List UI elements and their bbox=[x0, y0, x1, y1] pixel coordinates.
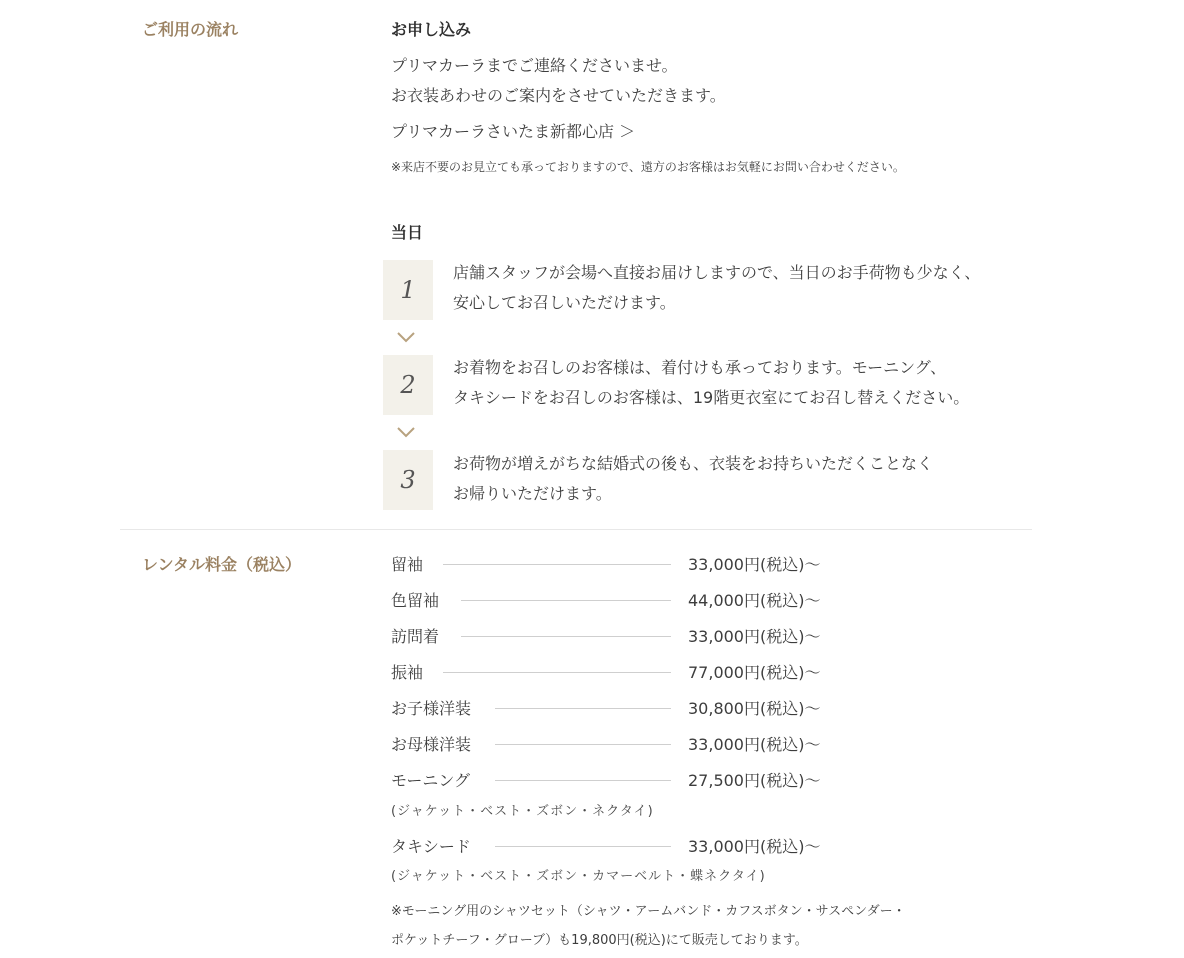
price-leader-line bbox=[495, 744, 671, 745]
step-number-3: 3 bbox=[383, 450, 433, 510]
price-row bbox=[391, 624, 831, 648]
price-item-name: 色留袖 bbox=[391, 591, 440, 610]
price-item-value: 33,000円(税込)～ bbox=[688, 555, 821, 574]
step-text-3-line1: お荷物が増えがちな結婚式の後も、衣装をお持ちいただくことなく bbox=[453, 454, 934, 473]
price-item-name: タキシード bbox=[391, 837, 471, 856]
price-item-value: 33,000円(税込)～ bbox=[688, 627, 821, 646]
step-number-2: 2 bbox=[383, 355, 433, 415]
step-text-2 bbox=[453, 353, 969, 413]
price-row bbox=[391, 552, 831, 576]
price-item-name: 留袖 bbox=[391, 555, 424, 574]
price-row bbox=[391, 834, 831, 858]
price-leader-line bbox=[495, 780, 671, 781]
price-item-value: 33,000円(税込)～ bbox=[688, 837, 821, 856]
chevron-down-icon bbox=[396, 426, 416, 438]
price-item-subnote: (ジャケット・ベスト・ズボン・ネクタイ) bbox=[391, 804, 654, 819]
price-row bbox=[391, 696, 831, 720]
price-item-name: 振袖 bbox=[391, 663, 424, 682]
step-text-1-line2: 安心してお召しいただけます。 bbox=[453, 293, 676, 312]
price-item-value: 30,800円(税込)～ bbox=[688, 699, 821, 718]
price-row bbox=[391, 660, 831, 684]
price-item-value: 33,000円(税込)～ bbox=[688, 735, 821, 754]
price-item-value: 44,000円(税込)～ bbox=[688, 591, 821, 610]
price-row bbox=[391, 732, 831, 756]
step-number-1: 1 bbox=[383, 260, 433, 320]
footnote-line2: ポケットチーフ・グローブ）も19,800円(税込)にて販売しております。 bbox=[391, 933, 808, 948]
price-leader-line bbox=[443, 564, 671, 565]
section-divider bbox=[120, 529, 1032, 530]
chevron-down-icon bbox=[396, 331, 416, 343]
price-item-name: 訪問着 bbox=[391, 627, 440, 646]
shirt-set-footnote bbox=[391, 897, 906, 955]
price-leader-line bbox=[443, 672, 671, 673]
apply-note: ※来店不要のお見立ても承っておりますので、遠方のお客様はお気軽にお問い合わせください。 bbox=[391, 160, 905, 174]
price-item-value: 27,500円(税込)～ bbox=[688, 771, 821, 790]
price-row bbox=[391, 588, 831, 612]
step-text-2-line2: タキシードをお召しのお客様は、19階更衣室にてお召し替えください。 bbox=[453, 388, 970, 407]
section-label-rental: レンタル料金（税込） bbox=[142, 555, 301, 574]
price-item-value: 77,000円(税込)～ bbox=[688, 663, 821, 682]
price-row bbox=[391, 768, 831, 792]
apply-text-line2: お衣装あわせのご案内をさせていただきます。 bbox=[391, 86, 726, 105]
price-item-name: お母様洋装 bbox=[391, 735, 472, 754]
step-text-3-line2: お帰りいただけます。 bbox=[453, 484, 612, 503]
price-item-subnote: (ジャケット・ベスト・ズボン・カマーベルト・蝶ネクタイ) bbox=[391, 869, 766, 884]
apply-text-line1: プリマカーラまでご連絡くださいませ。 bbox=[391, 56, 678, 75]
apply-heading: お申し込み bbox=[391, 20, 472, 39]
price-leader-line bbox=[495, 708, 671, 709]
step-text-1-line1: 店舗スタッフが会場へ直接お届けしますので、当日のお手荷物も少なく、 bbox=[453, 263, 981, 282]
store-link[interactable]: プリマカーラさいたま新都心店 ＞ bbox=[391, 122, 636, 141]
footnote-line1: ※モーニング用のシャツセット（シャツ・アームバンド・カフスボタン・サスペンダー・ bbox=[391, 904, 906, 919]
price-leader-line bbox=[495, 846, 671, 847]
price-item-name: お子様洋装 bbox=[391, 699, 472, 718]
step-text-2-line1: お着物をお召しのお客様は、着付けも承っております。モーニング、 bbox=[453, 358, 947, 377]
section-label-flow: ご利用の流れ bbox=[142, 20, 239, 39]
price-item-name: モーニング bbox=[391, 771, 471, 790]
price-leader-line bbox=[461, 636, 671, 637]
price-leader-line bbox=[461, 600, 671, 601]
day-heading: 当日 bbox=[391, 223, 424, 242]
step-text-1 bbox=[453, 258, 980, 318]
step-text-3 bbox=[453, 449, 933, 509]
